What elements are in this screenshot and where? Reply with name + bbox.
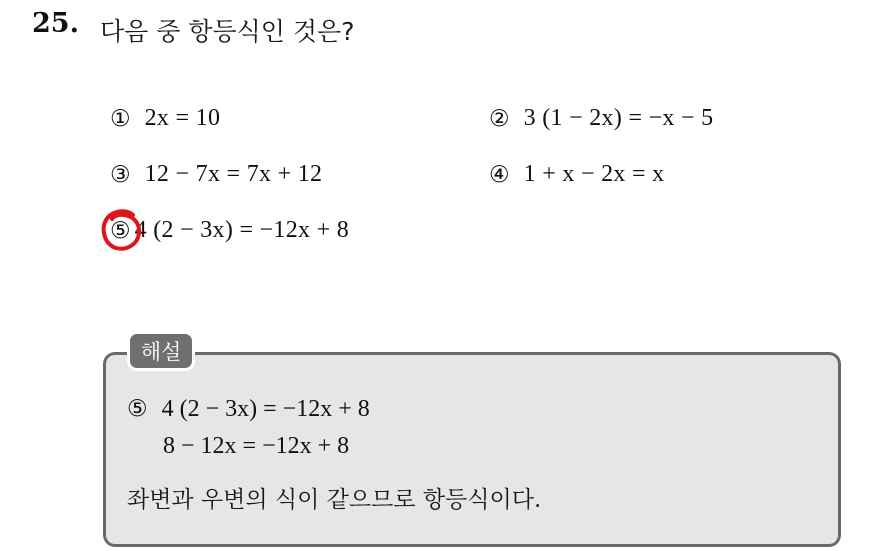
choice-2-mark: ②	[489, 105, 510, 132]
choice-4-expression: 1 + x − 2x = x	[523, 161, 665, 187]
choice-5-mark: ⑤	[110, 217, 131, 244]
solution-mark: ⑤	[127, 396, 148, 422]
choice-4[interactable]	[489, 161, 664, 188]
answer-circle-icon	[100, 206, 146, 254]
choice-1-mark: ①	[110, 105, 131, 132]
choice-1[interactable]	[110, 105, 220, 132]
choice-2-expression: 3 (1 − 2x) = −x − 5	[523, 105, 714, 131]
solution-tab-label: 해설	[140, 340, 182, 364]
question-text: 다음 중 항등식인 것은?	[100, 17, 355, 46]
solution-conclusion: 좌변과 우변의 식이 같으므로 항등식이다.	[127, 487, 542, 513]
solution-line-2: 8 − 12x = −12x + 8	[163, 433, 350, 459]
choice-3[interactable]	[110, 161, 322, 188]
choice-2[interactable]	[489, 105, 713, 132]
solution-tab	[127, 331, 195, 371]
choice-3-mark: ③	[110, 161, 131, 188]
solution-line-1	[127, 396, 370, 423]
solution-equation-1: 4 (2 − 3x) = −12x + 8	[161, 396, 370, 422]
question-number: 25.	[32, 8, 79, 39]
choice-3-expression: 12 − 7x = 7x + 12	[144, 161, 323, 187]
choice-1-expression: 2x = 10	[144, 105, 221, 131]
choice-5-expression: 4 (2 − 3x) = −12x + 8	[134, 217, 350, 243]
choice-4-mark: ④	[489, 161, 510, 188]
